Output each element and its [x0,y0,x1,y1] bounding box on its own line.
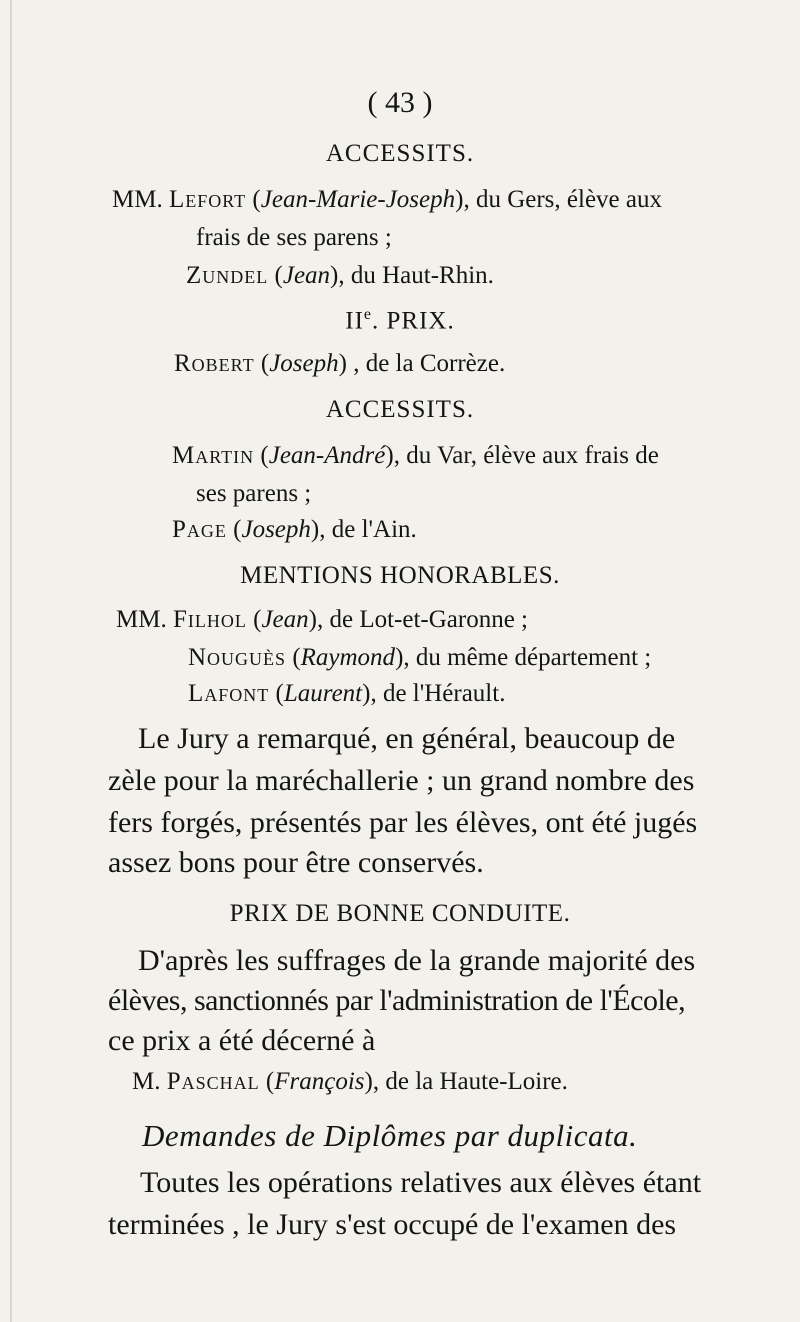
entry-nougues: Nouguès (Raymond), du même département ; [188,644,652,671]
paragraph-line: assez bons pour être conservés. [108,846,484,879]
section-heading-accessits-2: ACCESSITS. [325,396,475,423]
paragraph-line: Le Jury a remarqué, en général, beaucoup de [138,722,676,755]
entry-martin-continuation: ses parens ; [196,480,312,507]
entry-given-name: Jean-André [268,442,386,469]
paragraph-line: élèves, sanctionnés par l'administration de l'École, [108,984,686,1017]
paragraph-line: D'après les suffrages de la grande majorité des [138,944,696,977]
entry-given-name: Jean [282,262,331,289]
prize-heading-second [0,306,800,335]
prize-rest: . PRIX. [372,307,455,335]
entry-paschal: M. Paschal (François), de la Haute-Loire. [132,1068,568,1095]
entry-prefix: M. [132,1068,161,1095]
entry-given-name: Laurent [283,680,363,707]
entry-lefort-continuation: frais de ses parens ; [196,224,392,251]
entry-surname: Page [172,516,227,543]
entry-page: Page (Joseph), de l'Ain. [172,516,417,543]
entry-given-name: Jean [261,606,309,633]
paragraph-line: ce prix a été décerné à [108,1024,376,1057]
entry-prefix: MM. [112,186,163,213]
entry-surname: Robert [174,350,255,377]
page-number: ( 43 ) [367,86,433,119]
paragraph-line: fers forgés, présentés par les élèves, ont été jugés [108,806,698,839]
entry-surname: Nouguès [188,644,287,671]
paragraph-line: Toutes les opérations relatives aux élèves étant [140,1166,702,1199]
entry-detail: , de la Haute-Loire. [372,1068,568,1095]
entry-detail: , de l'Hérault. [370,680,506,707]
page-edge-shadow [10,0,12,1322]
entry-given-name: Jean-Marie-Joseph [260,186,456,213]
entry-lafont: Lafont (Laurent), de l'Hérault. [188,680,506,707]
entry-filhol: MM. Filhol (Jean), de Lot-et-Garonne ; [116,606,528,633]
entry-detail: , du même département ; [403,644,652,671]
entry-robert: Robert (Joseph) , de la Corrèze. [174,350,506,377]
entry-martin: Martin (Jean-André), du Var, élève aux frais de [172,442,659,469]
section-heading-conduct: PRIX DE BONNE CONDUITE. [229,900,571,927]
entry-surname: Paschal [166,1068,260,1095]
paragraph-line: terminées , le Jury s'est occupé de l'examen des [108,1208,677,1241]
entry-detail: , du Gers, élève aux [463,186,662,213]
entry-given-name: François [274,1068,365,1095]
entry-given-name: Joseph [241,516,311,543]
entry-given-name: Raymond [300,644,396,671]
entry-detail: , du Haut-Rhin. [338,262,494,289]
entry-zundel: Zundel (Jean), du Haut-Rhin. [186,262,494,289]
section-heading-accessits-1: ACCESSITS. [325,140,475,167]
entry-detail: , de l'Ain. [319,516,417,543]
prize-sup: e [363,306,373,323]
entry-prefix: MM. [116,606,167,633]
entry-surname: Martin [172,442,255,469]
entry-detail: , du Var, élève aux frais de [393,442,659,469]
entry-surname: Lafont [188,680,270,707]
section-heading-mentions: MENTIONS HONORABLES. [240,562,560,589]
entry-surname: Filhol [172,606,247,633]
entry-surname: Lefort [168,186,247,213]
section-heading-duplicata: Demandes de Diplômes par duplicata. [142,1118,638,1153]
entry-given-name: Joseph [269,350,339,377]
paragraph-line: zèle pour la maréchallerie ; un grand nombre des [108,764,695,797]
entry-surname: Zundel [186,262,269,289]
prize-roman: II [345,307,364,335]
entry-lefort: MM. Lefort (Jean-Marie-Joseph), du Gers, élève aux [112,186,662,213]
entry-detail: , de la Corrèze. [346,350,506,377]
entry-detail: , de Lot-et-Garonne ; [316,606,528,633]
